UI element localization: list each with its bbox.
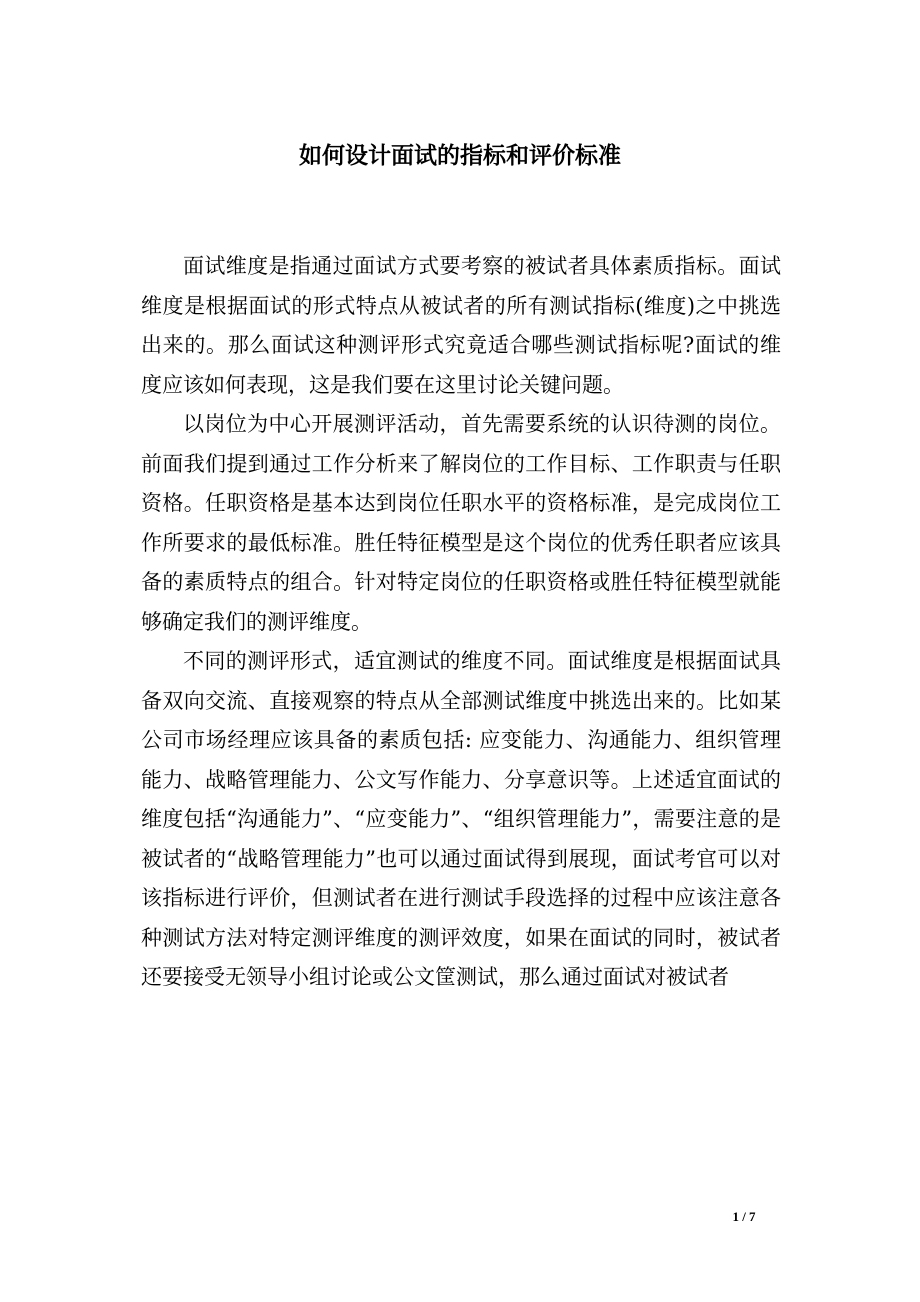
paragraph-assessment-forms: 不同的测评形式，适宜测试的维度不同。面试维度是根据面试具备双向交流、直接观察的特点从全部测试维度中挑选出来的。比如某公司市场经理应该具备的素质包括: 应变能力、沟通能力、组织管理能力、战略管理能力、公文写作能力、分享意识等。上述适宜面试的维度包括“沟通能力”、“应变能力”、“组织管理能力”，需要注意的是被试者的“战略管理能力”也可以通过面试得到展现，面试考官可以对该指标进行评价，但测试者在进行测试手段选择的过程中应该注意各种测试方法对特定测评维度的测评效度，如果在面试的同时，被试者还要接受无领导小组讨论或公文筐测试，那么通过面试对被试者	[141, 649, 781, 989]
paragraph-interview-dimension: 面试维度是指通过面试方式要考察的被试者具体素质指标。面试维度是根据面试的形式特点从被试者的所有测试指标(维度)之中挑选出来的。那么面试这种测评形式究竟适合哪些测试指标呢?面试的维度应该如何表现，这是我们要在这里讨论关键问题。	[141, 254, 781, 397]
document-body	[141, 247, 781, 998]
paragraph-position-centered: 以岗位为中心开展测评活动，首先需要系统的认识待测的岗位。前面我们提到通过工作分析来了解岗位的工作目标、工作职责与任职资格。任职资格是基本达到岗位任职水平的资格标准，是完成岗位工作所要求的最低标准。胜任特征模型是这个岗位的优秀任职者应该具备的素质特点的组合。针对特定岗位的任职资格或胜任特征模型就能够确定我们的测评维度。	[141, 412, 781, 634]
document-title: 如何设计面试的指标和评价标准	[299, 142, 621, 169]
page-number: 1 / 7	[732, 1209, 756, 1224]
